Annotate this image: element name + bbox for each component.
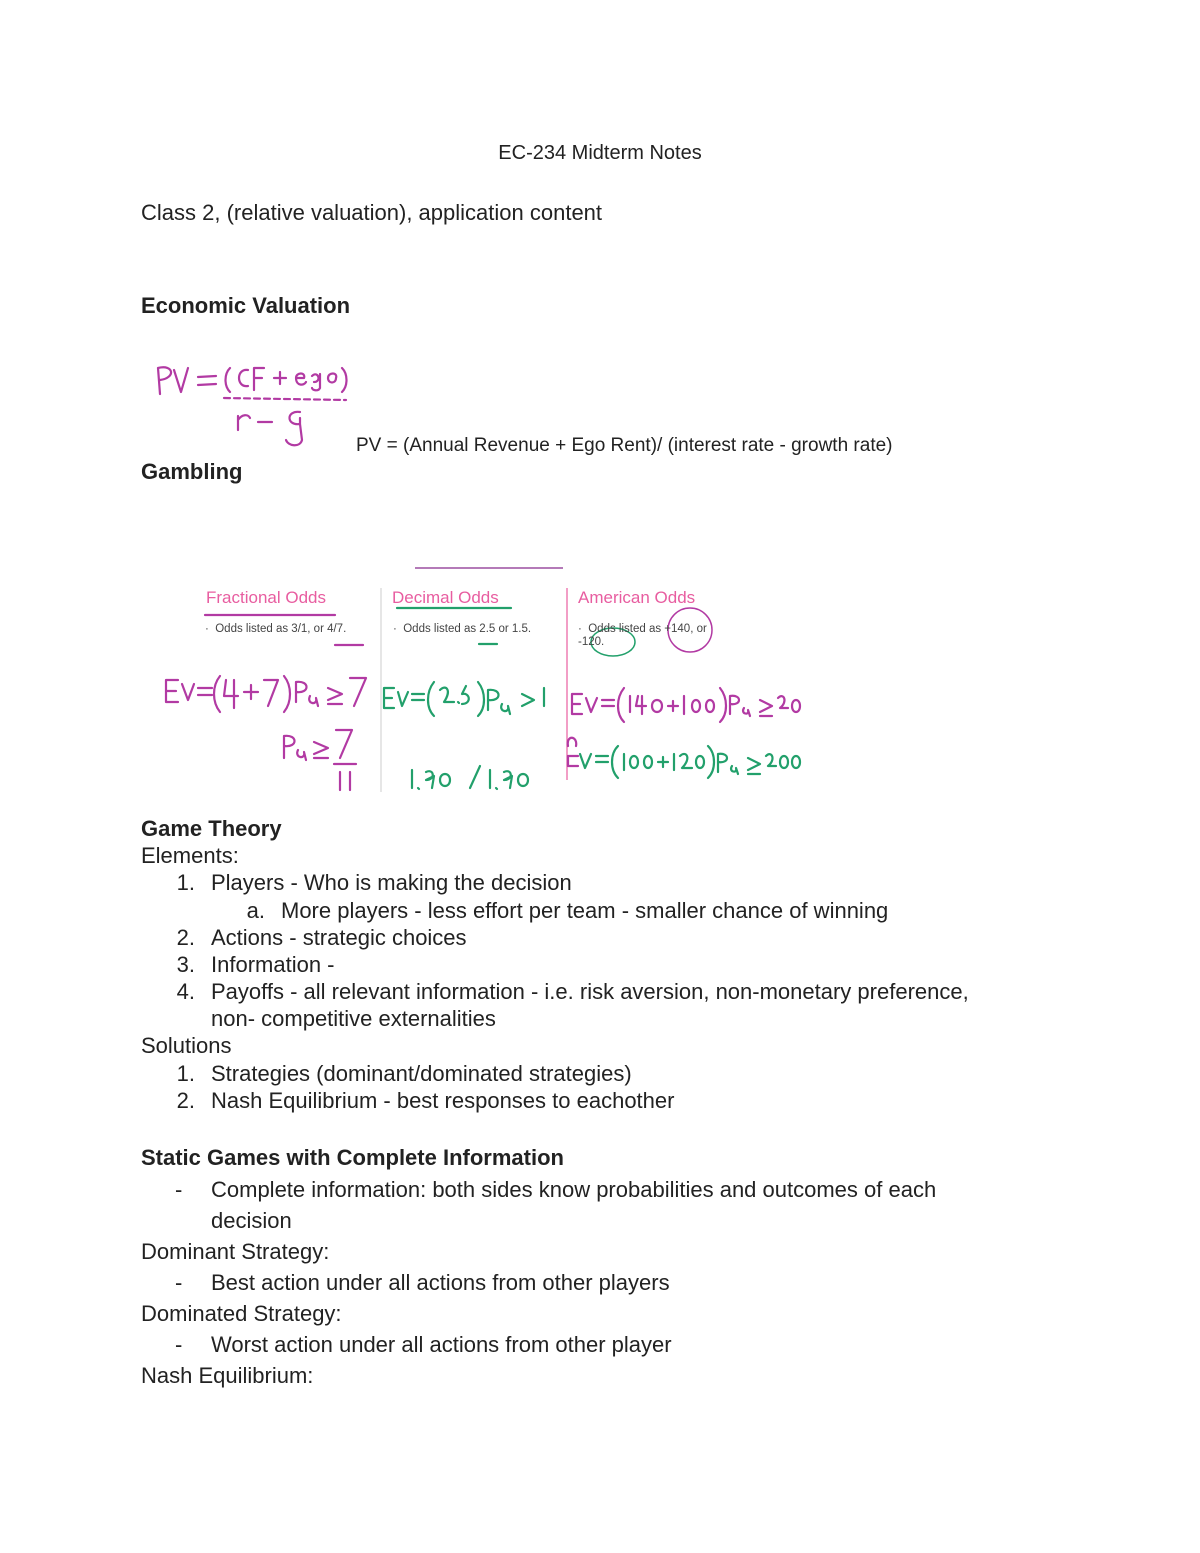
american-odds-title: American Odds [578,588,696,607]
class-subtitle: Class 2, (relative valuation), application content [141,200,603,225]
list-item-continuation: decision [211,1208,292,1233]
odds-bullet: · [578,623,589,635]
list-item: 3. Information - [176,952,335,977]
list-item: 1. Players - Who is making the decision [176,870,572,895]
list-item: 4. Payoffs - all relevant information - i.e. risk aversion, non-monetary preference, [176,979,969,1004]
handwritten-fractional-ev [160,672,380,794]
odds-bullet: · [393,623,404,635]
list-item: 2. Actions - strategic choices [176,925,467,950]
elements-label: Elements: [141,843,239,868]
handwritten-decimal-ev [378,680,558,800]
list-item-continuation: non- competitive externalities [211,1006,496,1031]
static-games-heading: Static Games with Complete Information [141,1145,564,1170]
handwritten-pv-formula [150,360,360,450]
pv-formula-typed: PV = (Annual Revenue + Ego Rent)/ (interest rate - growth rate) [356,435,893,456]
list-item: - Worst action under all actions from other player [175,1332,672,1357]
gambling-heading: Gambling [141,459,243,484]
list-item: a. More players - less effort per team - smaller chance of winning [246,898,889,923]
dominated-strategy-label: Dominated Strategy: [141,1301,342,1326]
decimal-odds-title: Decimal Odds [392,588,499,607]
decimal-odds-note: · Odds listed as 2.5 or 1.5. [393,623,532,635]
odds-bullet: · [205,623,216,635]
game-theory-heading: Game Theory [141,816,282,841]
document-title: EC-234 Midterm Notes [498,142,702,164]
fractional-odds-title: Fractional Odds [206,588,326,607]
list-item: 1. Strategies (dominant/dominated strategies) [176,1061,632,1086]
fractional-odds-note: · Odds listed as 3/1, or 4/7. [205,623,347,635]
solutions-label: Solutions [141,1033,232,1058]
american-odds-note: · Odds listed as +140, or -120. [578,623,707,648]
nash-equilibrium-label: Nash Equilibrium: [141,1363,314,1388]
handwritten-american-ev [566,684,816,784]
dominant-strategy-label: Dominant Strategy: [141,1239,330,1264]
list-item: - Best action under all actions from other players [175,1270,670,1295]
list-item: - Complete information: both sides know probabilities and outcomes of each [175,1177,937,1202]
list-item: 2. Nash Equilibrium - best responses to eachother [176,1088,675,1113]
economic-valuation-heading: Economic Valuation [141,293,351,318]
